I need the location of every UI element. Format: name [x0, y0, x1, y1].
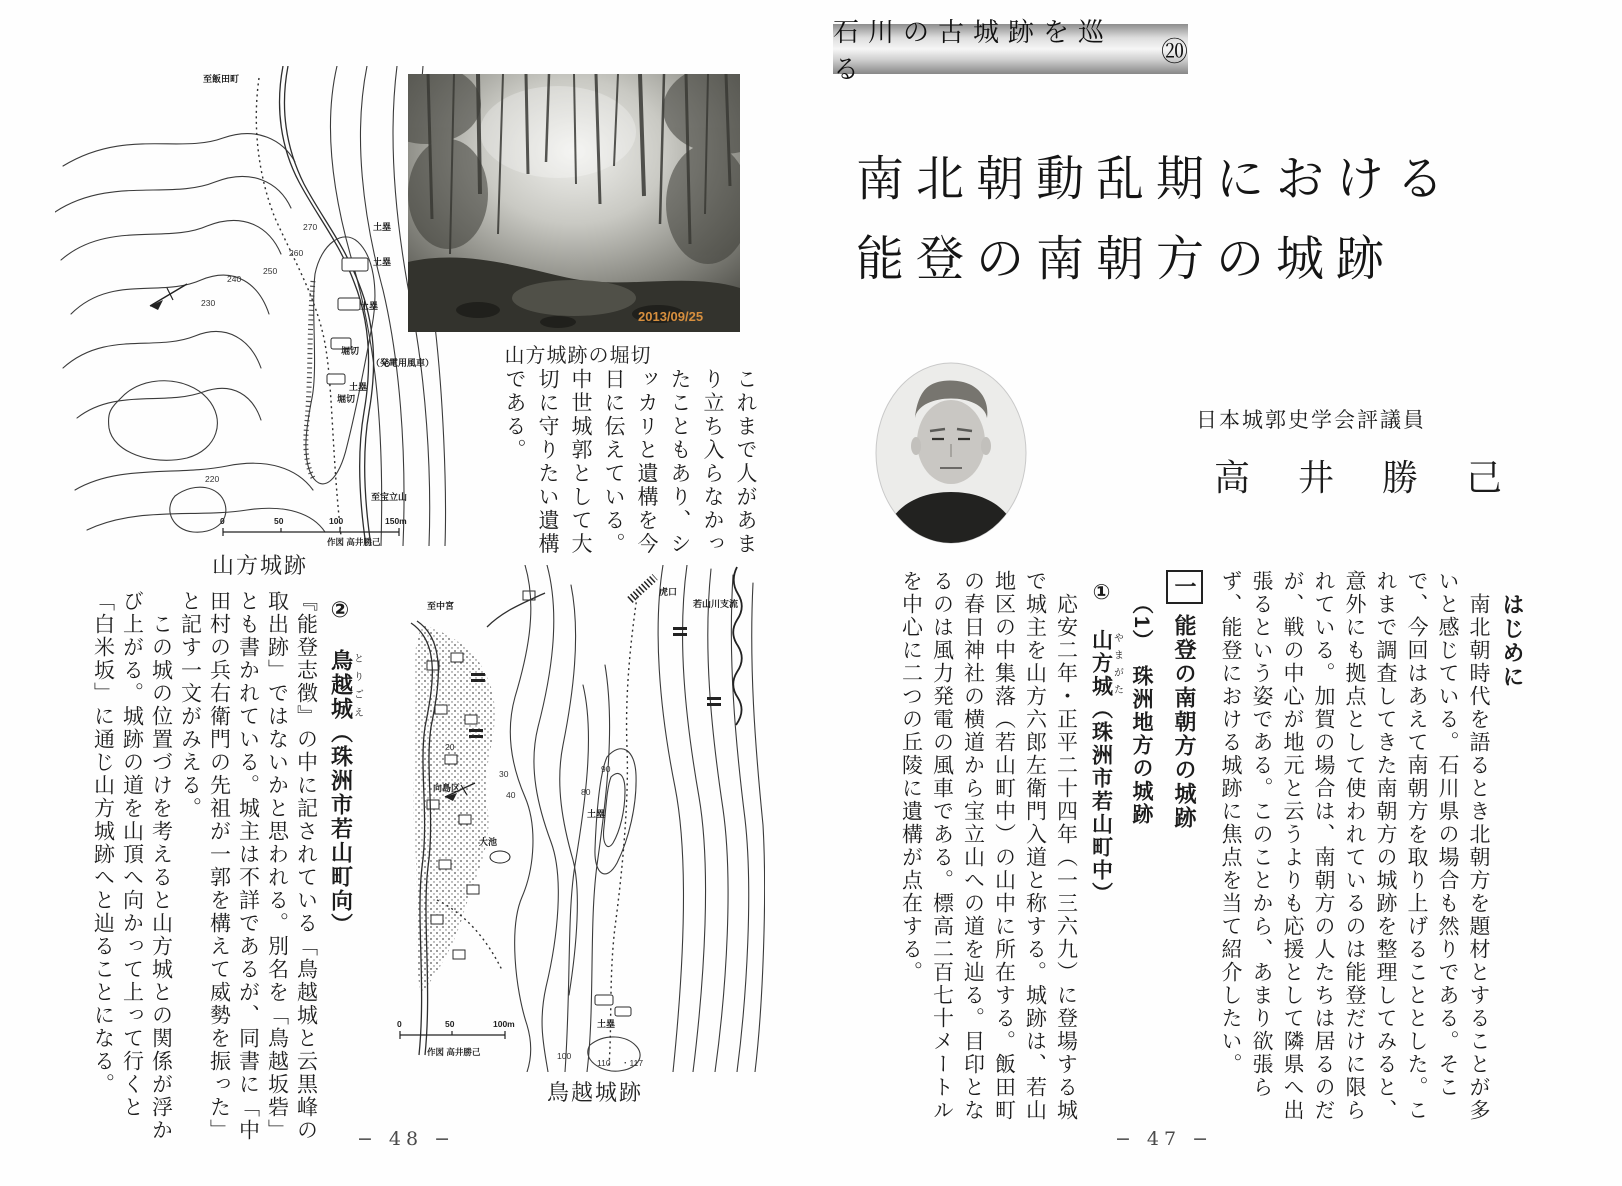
map-label-dorui: 土塁	[373, 222, 392, 232]
article-title-line2: 能登の南朝方の城跡	[856, 231, 1397, 287]
torigoe-paragraph-2: この城の位置づけを考えると山方城との関係が浮かび上がる。城跡の道を山頂へ向かって上って行くと「白米坂」に通じ山方城跡へと辿ることになる。	[91, 590, 174, 1142]
earthwork-platforms	[595, 995, 631, 1016]
yamagata-castle-map	[55, 66, 450, 546]
photo-timestamp: 2013/09/25	[638, 309, 704, 324]
stream	[733, 567, 742, 725]
contour-lines	[510, 565, 764, 1072]
page-number-left: − 48 −	[356, 1128, 456, 1150]
section-number-box: 一	[1166, 570, 1203, 604]
page-number-right: − 47 −	[1114, 1128, 1214, 1150]
map-elevation: ・117	[621, 1058, 644, 1068]
map-elevation: 270	[303, 222, 318, 232]
map-credit: 作図 高井勝己	[427, 1047, 481, 1057]
author-portrait	[875, 362, 1027, 544]
scale-bar	[397, 1019, 515, 1057]
torigoe-paragraph-1: 『能登志徴』の中に記されている「鳥越城と云黒峰の取出跡」ではないかと思われる。別名を「鳥越坂砦」とも書かれている。城主は不詳であるが、同書に「中田村の兵右衛門の先祖が一郭を構えて威勢を振った」と記す一文がみえる。	[178, 590, 319, 1142]
map-elevation: 260	[289, 248, 304, 258]
map-label-oike: 大池	[479, 837, 498, 847]
map-label-mukaijima: 向島区	[433, 783, 461, 793]
yamagata-heading-ruby	[1089, 629, 1123, 698]
koguchi-gate-mark	[630, 577, 655, 600]
author-affiliation: 日本城郭史学会評議員	[1196, 408, 1426, 432]
scale-tick: 0	[397, 1019, 402, 1029]
yamagata-map-caption: 山方城跡	[211, 553, 308, 578]
scale-tick: 50	[445, 1019, 455, 1029]
footpath	[609, 597, 637, 1065]
scale-tick: 50	[274, 516, 284, 526]
map-label-dorui: 土塁	[597, 1019, 616, 1029]
light-through-trees	[480, 86, 636, 178]
map-elevation: 40	[506, 790, 516, 800]
yamagata-heading-furigana: やまがた	[1111, 629, 1123, 698]
map-elevation: 30	[499, 769, 509, 779]
horikiri-photo	[408, 74, 740, 332]
scale-tick: 150m	[385, 516, 407, 526]
photo-caption: 山方城跡の堀切	[504, 345, 652, 367]
map-elevation: 100	[557, 1051, 572, 1061]
footpath	[256, 78, 344, 536]
pond	[490, 851, 510, 863]
map-label-horikiri: 堀切	[341, 346, 360, 356]
torigoe-heading-ruby	[328, 649, 363, 721]
series-banner	[833, 18, 1188, 85]
contour-lines	[55, 66, 446, 546]
map-label-horikiri: 堀切	[337, 394, 356, 404]
photo-note-text	[462, 368, 762, 570]
subsection-suzu-heading: （1） 珠洲地方の城跡	[1130, 593, 1153, 827]
intro-heading: はじめに	[1500, 593, 1525, 689]
torigoe-castle-map	[375, 565, 765, 1072]
map-elevation: 250	[263, 266, 278, 276]
map-label-windmill: （発電用風車）	[371, 358, 435, 368]
yamagata-heading-number: ①	[1089, 580, 1113, 629]
map-label-river: 若山川支流	[693, 599, 739, 609]
yamagata-heading-base: 山方城	[1089, 629, 1113, 698]
series-number: ⑳	[1161, 36, 1188, 68]
map-label-dorui: 土塁	[360, 301, 379, 311]
torigoe-heading-base: 鳥越城	[328, 649, 354, 721]
map-label-to-iida: 至飯田町	[203, 74, 240, 84]
author-name: 高 井 勝 己	[1214, 458, 1509, 499]
photo-note-paragraph: これまで人があまり立ち入らなかったこともあり、シッカリと遺構を今日に伝えている。中世城郭として大切に守りたい遺構である。	[503, 368, 758, 556]
scale-tick: 0	[220, 516, 225, 526]
yamagata-heading	[1086, 570, 1123, 1122]
section-title: 能登の南朝方の城跡	[1172, 614, 1197, 830]
intro-paragraph: 南北朝時代を語るとき北朝方を題材とすることが多いと感じている。石川県の場合も然りである。そこで、今回はあえて南朝方を取り上げることとした。これまで調査してきた南朝方の城跡を整理してみると、意外にも拠点として使われているのは能登だけに限られている。加賀の場合は、南朝方の人たちは居るのだが、戦の中心が地元と云うよりも応援として隣県へ出張るという姿である。このことから、あまり欲張らず、能登における城跡に焦点を当て紹介したい。	[1219, 570, 1491, 1122]
map-label-dorui: 土塁	[587, 809, 606, 819]
map-label-dorui: 土塁	[349, 382, 368, 392]
section-heading	[1166, 570, 1203, 1122]
map-elevation: 90	[601, 764, 611, 774]
map-label-koguchi: 虎口	[659, 587, 678, 597]
torigoe-heading-furigana: とりごえ	[351, 649, 363, 721]
yamagata-paragraph: 応安二年・正平二十四年（一三六九）に登場する城で城主を山方六郎左衛門入道と称する。城跡は、若山地区の中集落（若山町中）の山中に所在する。飯田町の春日神社の横道から宝立山への道を辿る。目印となるのは風力発電の風車である。標高二百七十メートルを中心に二つの丘陵に遺構が点在する。	[899, 570, 1079, 1122]
map-label-to-chugu: 至中宮	[427, 601, 455, 611]
yamagata-heading-location: （珠洲市若山町中）	[1089, 698, 1113, 905]
map-elevation: 240	[227, 274, 242, 284]
map-elevation: 230	[201, 298, 216, 308]
right-page-body	[828, 570, 1528, 1122]
torigoe-map-caption: 鳥越城跡	[546, 1080, 643, 1105]
map-label-dorui: 土塁	[373, 257, 392, 267]
gully	[512, 280, 636, 316]
series-title: 石川の古城跡を巡る	[833, 18, 1114, 85]
torigoe-heading-number: ②	[328, 598, 354, 649]
torigoe-heading-location: （珠洲市若山町向）	[328, 721, 354, 937]
map-labels	[201, 73, 434, 502]
map-elevation: 110	[597, 1058, 611, 1068]
map-credit: 作図 高井勝己	[327, 537, 381, 546]
left-page-body	[56, 590, 362, 1145]
torigoe-heading	[327, 590, 363, 1145]
article-title-line1: 南北朝動乱期における	[856, 151, 1457, 207]
map-elevation: 80	[581, 787, 591, 797]
map-elevation: 220	[205, 474, 220, 484]
map-label-to-horyuzan: 至宝立山	[371, 492, 408, 502]
map-elevation: 20	[445, 742, 455, 752]
scale-tick: 100	[329, 516, 344, 526]
scale-tick: 100m	[493, 1019, 515, 1029]
